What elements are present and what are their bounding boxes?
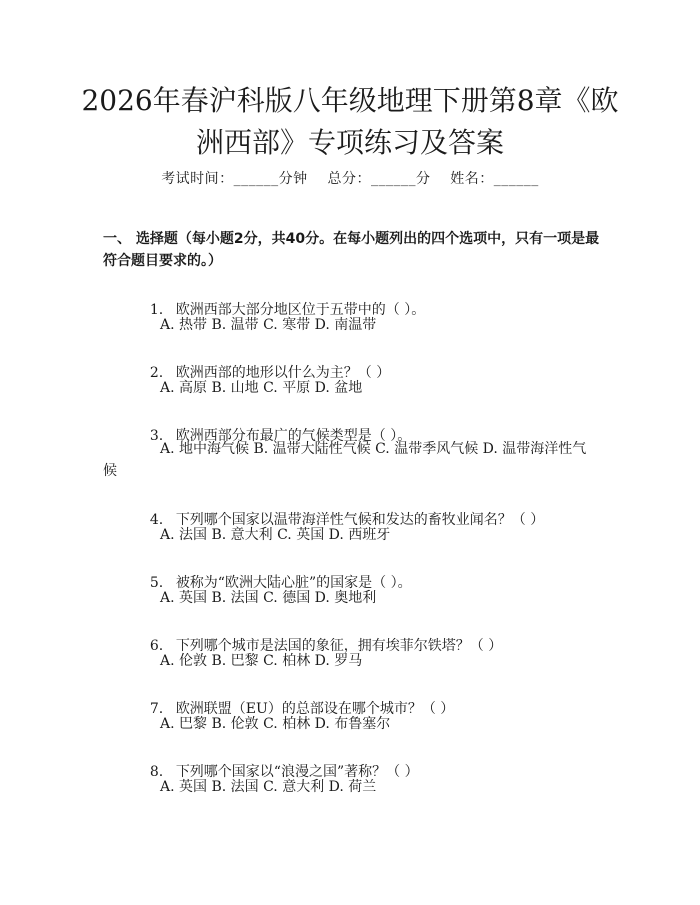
question-text: 被称为“欧洲大陆心脏”的国家是（ ）。 <box>175 575 412 591</box>
title-line-2: 洲西部》专项练习及答案 <box>195 126 504 159</box>
section-heading: 一、 选择题（每小题2分，共40分。在每小题列出的四个选项中，只有一项是最符合题目要求的。） <box>103 231 600 269</box>
question-7-options: A. 巴黎 B. 伦敦 C. 柏林 D. 布鲁塞尔 <box>160 716 391 732</box>
question-number: 2. <box>149 365 164 381</box>
document-title <box>60 80 640 164</box>
question-text: 下列哪个城市是法国的象征，拥有埃菲尔铁塔？（ ） <box>175 638 503 654</box>
question-3-options: A. 地中海气候 B. 温带大陆性气候 C. 温带季风气候 D. 温带海洋性气候 <box>103 441 587 479</box>
question-number: 7. <box>149 701 164 717</box>
question-4-options: A. 法国 B. 意大利 C. 英国 D. 西班牙 <box>160 527 391 543</box>
question-6-options: A. 伦敦 B. 巴黎 C. 柏林 D. 罗马 <box>160 653 363 669</box>
question-2-options: A. 高原 B. 山地 C. 平原 D. 盆地 <box>160 380 363 396</box>
question-text: 下列哪个国家以“浪漫之国”著称？（ ） <box>175 764 419 780</box>
question-text: 欧洲联盟（EU）的总部设在哪个城市？（ ） <box>175 701 455 717</box>
question-1-options: A. 热带 B. 温带 C. 寒带 D. 南温带 <box>160 317 377 333</box>
question-text: 下列哪个国家以温带海洋性气候和发达的畜牧业闻名？（ ） <box>175 512 545 528</box>
question-number: 1. <box>149 302 164 318</box>
title-line-1: 2026年春沪科版八年级地理下册第8章《欧 <box>81 84 619 117</box>
question-number: 5. <box>149 575 164 591</box>
question-number: 8. <box>149 764 164 780</box>
question-number: 4. <box>149 512 164 528</box>
question-text: 欧洲西部的地形以什么为主？（ ） <box>175 365 391 381</box>
question-8-options: A. 英国 B. 法国 C. 意大利 D. 荷兰 <box>160 779 377 795</box>
question-number: 3. <box>149 428 164 444</box>
question-number: 6. <box>149 638 164 654</box>
question-text: 欧洲西部分布最广的气候类型是（ ）。 <box>175 428 412 444</box>
exam-meta-line: 考试时间：______分钟 总分：______分 姓名：______ <box>161 171 539 187</box>
question-5-options: A. 英国 B. 法国 C. 德国 D. 奥地利 <box>160 590 377 606</box>
question-text: 欧洲西部大部分地区位于五带中的（ ）。 <box>175 302 426 318</box>
